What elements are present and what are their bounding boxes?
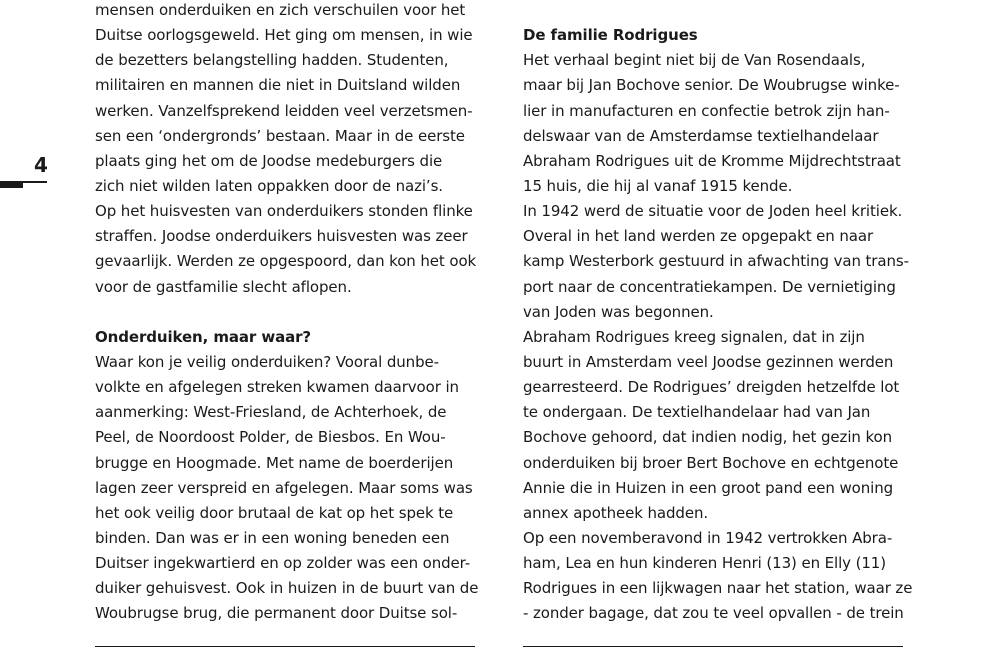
right-column-line: In 1942 werd de situatie voor de Joden heel kritiek.: [523, 202, 903, 221]
left-column-line: straffen. Joodse onderduikers huisvesten was zeer: [95, 227, 468, 246]
right-column-footer-rule: [523, 646, 903, 647]
right-column-line: delswaar van de Amsterdamse textielhandelaar: [523, 126, 879, 145]
left-column-line: aanmerking: West-Friesland, de Achterhoek, de: [95, 403, 447, 422]
right-column-line: onderduiken bij broer Bert Bochove en echtgenote: [523, 453, 899, 472]
right-column-line: te ondergaan. De textielhandelaar had van Jan: [523, 403, 871, 422]
left-column-blank-line: [95, 300, 485, 325]
left-column-line: lagen zeer verspreid en afgelegen. Maar soms was: [95, 478, 473, 497]
left-column-line: binden. Dan was er in een woning beneden een: [95, 528, 450, 547]
left-column-line: militairen en mannen die niet in Duitsland wilden: [95, 76, 461, 95]
page-marker-thick: [0, 181, 23, 188]
right-column-line: port naar de concentratiekampen. De vernietiging: [523, 277, 896, 296]
right-column-line: gearresteerd. De Rodrigues’ dreigden hetzelfde lot: [523, 378, 900, 397]
left-column-line: Woubrugse brug, die permanent door Duitse sol-: [95, 604, 458, 623]
left-column-line: Op het huisvesten van onderduikers stonden flinke: [95, 202, 473, 221]
right-column-line: kamp Westerbork gestuurd in afwachting van trans-: [523, 252, 909, 271]
right-column-line: Annie die in Huizen in een groot pand een woning: [523, 478, 894, 497]
left-column-line: sen een ‘ondergronds’ bestaan. Maar in de eerste: [95, 126, 465, 145]
right-column-blank-line: [523, 0, 915, 23]
right-column-line: Op een novemberavond in 1942 vertrokken Abra-: [523, 528, 893, 547]
right-column-line: lier in manufacturen en confectie betrok zijn han-: [523, 101, 890, 120]
right-column-line: Het verhaal begint niet bij de Van Rosendaals,: [523, 51, 866, 70]
right-column-line: annex apotheek hadden.: [523, 503, 709, 522]
right-column-line: - zonder bagage, dat zou te veel opvallen - de trein: [523, 604, 904, 623]
left-column-line: Duitse oorlogsgeweld. Het ging om mensen, in wie: [95, 26, 473, 45]
right-column-line: maar bij Jan Bochove senior. De Woubrugse winke-: [523, 76, 900, 95]
left-column-line: zich niet wilden laten oppakken door de nazi’s.: [95, 176, 443, 195]
left-column-line: Waar kon je veilig onderduiken? Vooral dunbe-: [95, 352, 439, 371]
page-marker-bar: [0, 181, 47, 189]
left-column-line: plaats ging het om de Joodse medeburgers die: [95, 151, 443, 170]
right-column-line: van Joden was begonnen.: [523, 302, 714, 321]
page-marker-thin: [23, 181, 47, 183]
left-column-line: de bezetters belangstelling hadden. Studenten,: [95, 51, 449, 70]
right-column-line: 15 huis, die hij al vanaf 1915 kende.: [523, 176, 793, 195]
page-number: 4: [34, 153, 48, 177]
left-column-line: Peel, de Noordoost Polder, de Biesbos. En Wou-: [95, 428, 446, 447]
right-column-line: buurt in Amsterdam veel Joodse gezinnen werden: [523, 352, 894, 371]
left-column-line: duiker gehuisvest. Ook in huizen in de buurt van de: [95, 579, 479, 598]
right-column-line: ham, Lea en hun kinderen Henri (13) en Elly (11): [523, 554, 887, 573]
right-column-line: Bochove gehoord, dat indien nodig, het gezin kon: [523, 428, 892, 447]
left-column-line: Duitser ingekwartierd en op zolder was een onder-: [95, 554, 471, 573]
left-text-column: [95, 0, 485, 627]
right-text-column: [523, 0, 915, 627]
left-column-line: het ook veilig door brutaal de kat op het spek te: [95, 503, 454, 522]
right-column-line: Rodrigues in een lijkwagen naar het station, waar ze: [523, 579, 913, 598]
left-column-section-heading: Onderduiken, maar waar?: [95, 327, 312, 346]
right-column-line: Abraham Rodrigues uit de Kromme Mijdrechtstraat: [523, 151, 901, 170]
left-column-footer-rule: [95, 646, 475, 647]
left-column-line: volkte en afgelegen streken kwamen daarvoor in: [95, 378, 459, 397]
left-column-line: mensen onderduiken en zich verschuilen voor het: [95, 1, 466, 19]
right-column-section-heading: De familie Rodrigues: [523, 26, 698, 45]
left-column-line: brugge en Hoogmade. Met name de boerderijen: [95, 453, 454, 472]
left-column-line: gevaarlijk. Werden ze opgespoord, dan kon het ook: [95, 252, 477, 271]
left-column-line: voor de gastfamilie slecht aflopen.: [95, 277, 352, 296]
right-column-line: Abraham Rodrigues kreeg signalen, dat in zijn: [523, 327, 865, 346]
right-column-line: Overal in het land werden ze opgepakt en naar: [523, 227, 874, 246]
left-column-line: werken. Vanzelfsprekend leidden veel verzetsmen-: [95, 101, 473, 120]
